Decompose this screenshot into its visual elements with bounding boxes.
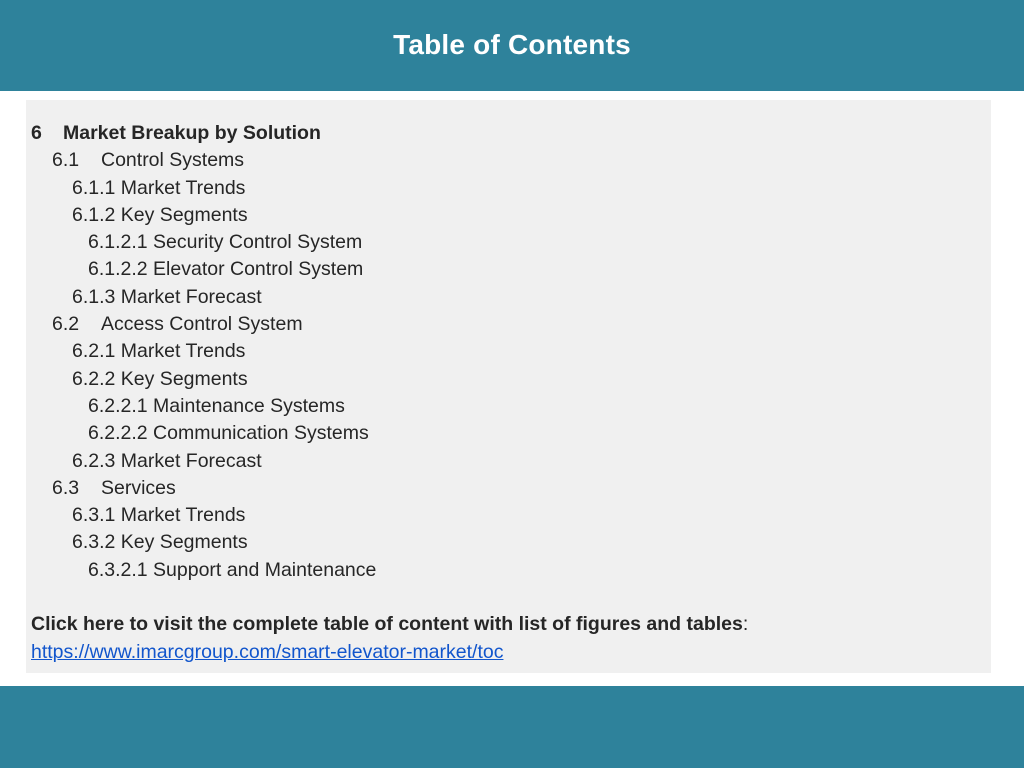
toc-item-6-1-1: 6.1.1 Market Trends	[72, 176, 246, 199]
toc-section-number: 6	[31, 122, 42, 144]
toc-item-6-1-2-2: 6.1.2.2 Elevator Control System	[88, 258, 364, 281]
toc-item-6-1-2: 6.1.2 Key Segments	[72, 203, 248, 226]
toc-item-6-3-2-1: 6.3.2.1 Support and Maintenance	[88, 558, 377, 581]
toc-item-6-2-2-2: 6.2.2.2 Communication Systems	[88, 422, 369, 445]
toc-item-6-1	[31, 147, 991, 174]
toc-item-6-2-2: 6.2.2 Key Segments	[72, 367, 248, 390]
toc-item-6-2-3: 6.2.3 Market Forecast	[72, 449, 262, 472]
cta-colon: :	[742, 613, 749, 636]
toc-link[interactable]: https://www.imarcgroup.com/smart-elevator-market/toc	[31, 640, 504, 663]
toc-item-number: 6.1	[52, 149, 80, 172]
toc-section-6	[31, 120, 991, 147]
toc-link-line	[31, 639, 991, 666]
page-title: Table of Contents	[393, 28, 631, 60]
toc-item-number: 6.2	[52, 313, 80, 336]
toc-item-6-2-1: 6.2.1 Market Trends	[72, 340, 246, 363]
toc-item-6-2-2-1: 6.2.2.1 Maintenance Systems	[88, 394, 345, 417]
cta-text: Click here to visit the complete table of content with list of figures and tables	[31, 613, 743, 636]
toc-panel	[26, 100, 991, 673]
toc-item-label: Control Systems	[101, 149, 245, 172]
toc-cta	[31, 611, 991, 638]
spacer	[31, 584, 991, 611]
toc-item-6-3	[31, 475, 991, 502]
toc-item-label: Access Control System	[101, 313, 303, 336]
header-bar	[0, 0, 1024, 91]
toc-item-6-1-2-1: 6.1.2.1 Security Control System	[88, 231, 363, 254]
toc-item-6-3-2: 6.3.2 Key Segments	[72, 531, 248, 554]
toc-item-6-2	[31, 311, 991, 338]
toc-item-number: 6.3	[52, 476, 80, 499]
toc-section-label: Market Breakup by Solution	[63, 122, 321, 144]
toc-item-6-1-3: 6.1.3 Market Forecast	[72, 285, 262, 308]
toc-item-label: Services	[101, 476, 176, 499]
footer-bar	[0, 686, 1024, 768]
toc-item-6-3-1: 6.3.1 Market Trends	[72, 504, 246, 527]
